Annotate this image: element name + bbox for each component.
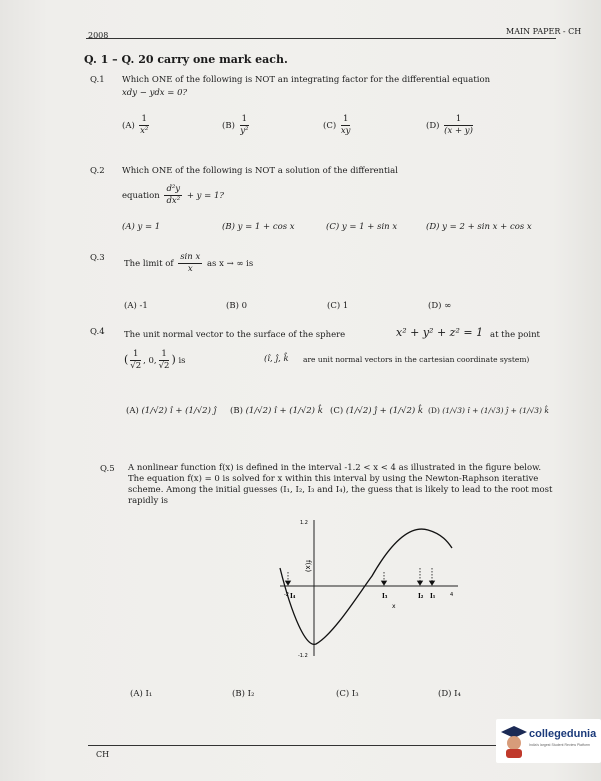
q2-option-c: (C) y = 1 + sin x <box>326 222 398 232</box>
q4-sphere: x² + y² + z² = 1 <box>396 326 484 339</box>
q1-equation: xdy − ydx = 0? <box>122 88 188 98</box>
q1-option-b: (B) $\frac{1}{\text{y²}}$ <box>222 114 249 136</box>
guess-i2: I₂ <box>418 593 424 600</box>
q5-option-b: (B) I₂ <box>232 689 255 699</box>
q1-text: Which ONE of the following is NOT an integrating factor for the differential equation <box>122 75 491 85</box>
q1-option-d: (D) $\frac{1}{(x + y)}$ <box>426 114 473 136</box>
guess-i4: I₄ <box>290 593 296 600</box>
q4-option-d: (D) (1/√3) î + (1/√3) ĵ + (1/√3) k̂ <box>428 406 549 415</box>
x-pos-label: 4 <box>450 592 454 598</box>
q4-option-a: (A) (1/√2) î + (1/√2) ĵ <box>126 406 217 416</box>
graduate-icon <box>500 724 528 758</box>
q1-option-a: (A) $\frac{1}{\text{x²}}$ <box>122 114 149 136</box>
q4-number: Q.4 <box>90 327 105 337</box>
q1-number: Q.1 <box>90 75 105 85</box>
q3-question: The limit of $\frac{\text{sin x}}{x}$ as x → ∞ is <box>124 252 254 274</box>
footer-divider <box>88 745 558 746</box>
q4-option-c: (C) (1/√2) ĵ + (1/√2) k̂ <box>330 406 424 416</box>
y-bottom-label: -1.2 <box>298 653 308 659</box>
x-neg-label: -2 <box>284 592 289 598</box>
q4-point: ( $\frac{1}{√2}$ , 0, $\frac{1}{√2}$ ) is <box>124 349 186 371</box>
q2-option-a: (A) y = 1 <box>122 222 161 232</box>
q5-option-c: (C) I₃ <box>336 689 359 699</box>
q3-option-d: (D) ∞ <box>428 301 452 311</box>
q5-option-a: (A) I₁ <box>130 689 153 699</box>
q3-option-a: (A) -1 <box>124 301 148 311</box>
q4-text: The unit normal vector to the surface of the sphere <box>124 330 346 340</box>
q3-option-b: (B) 0 <box>226 301 247 311</box>
q3-option-c: (C) 1 <box>327 301 349 311</box>
q4-vectors: (î, ĵ, k̂ <box>264 354 289 364</box>
q2-option-b: (B) y = 1 + cos x <box>222 222 295 232</box>
q5-line2: The equation f(x) = 0 is solved for x within this interval by using the Newton-Raphson iterative <box>128 474 539 484</box>
q2-number: Q.2 <box>90 166 105 176</box>
q4-text-post: at the point <box>490 330 540 340</box>
q5-number: Q.5 <box>100 464 115 474</box>
guess-i1: I₁ <box>430 593 436 600</box>
header-paper: MAIN PAPER - CH <box>506 27 582 36</box>
logo-name: collegedunia <box>529 728 597 740</box>
q5-function-graph <box>262 516 462 661</box>
x-axis-label: x <box>392 603 396 610</box>
guess-i3: I₃ <box>382 593 388 600</box>
logo-tagline: India's largest Student Review Platform <box>529 743 590 747</box>
header-divider <box>86 38 556 39</box>
q5-option-d: (D) I₄ <box>438 689 461 699</box>
q4-option-b: (B) (1/√2) î + (1/√2) k̂ <box>230 406 323 416</box>
y-top-label: 1.2 <box>300 520 308 526</box>
q1-option-c: (C) $\frac{1}{xy}$ <box>323 114 351 136</box>
q3-number: Q.3 <box>90 253 105 263</box>
function-curve <box>280 529 452 644</box>
y-axis-label: f(x) <box>304 560 312 573</box>
section-title: Q. 1 – Q. 20 carry one mark each. <box>84 53 288 66</box>
q2-equation: equation $\frac{\text{d²y}}{\text{dx²}}$ + y = 1? <box>122 184 224 206</box>
q5-line1: A nonlinear function f(x) is defined in the interval -1.2 < x < 4 as illustrated in the figure below. <box>128 463 542 473</box>
q2-option-d: (D) y = 2 + sin x + cos x <box>426 222 532 232</box>
collegedunia-logo <box>496 719 601 763</box>
header-year: 2008 <box>88 31 109 40</box>
q4-vectors-note: are unit normal vectors in the cartesian coordinate system) <box>303 355 530 364</box>
q2-text: Which ONE of the following is NOT a solution of the differential <box>122 166 398 176</box>
footer-code: CH <box>96 750 110 759</box>
q5-line4: rapidly is <box>128 496 169 506</box>
q5-line3: scheme. Among the initial guesses (I₁, I₂, I₃ and I₄), the guess that is likely to lead to the root most <box>128 485 553 495</box>
